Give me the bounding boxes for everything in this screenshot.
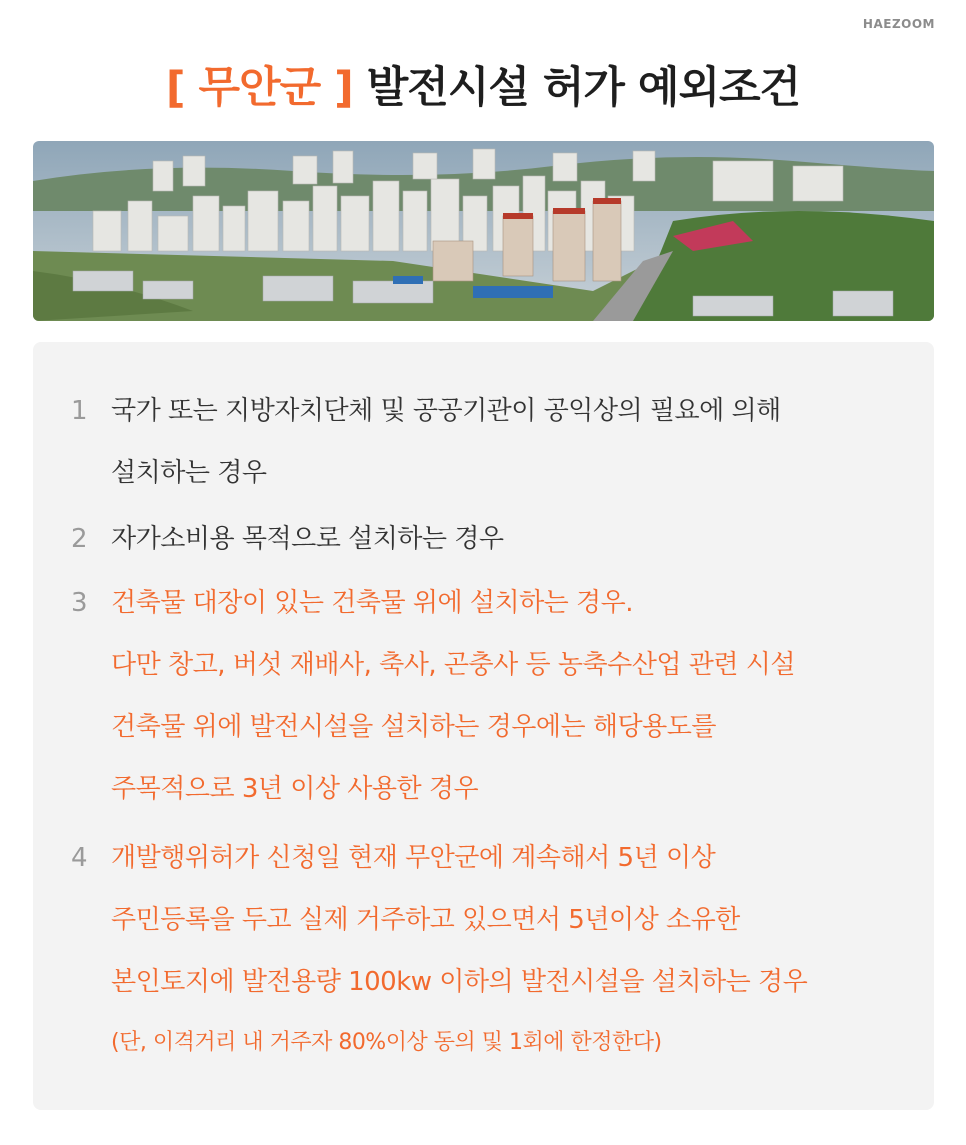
item-number: 2 xyxy=(71,524,88,554)
item-number: 3 xyxy=(71,588,88,618)
title-highlight: [ 무안군 ] xyxy=(165,63,353,113)
item-line: 건축물 대장이 있는 건축물 위에 설치하는 경우. xyxy=(111,588,634,618)
item-number: 4 xyxy=(71,843,88,873)
item-line: 설치하는 경우 xyxy=(111,458,267,488)
brand-logo: HAEZOOM xyxy=(862,17,935,31)
item-line: 자가소비용 목적으로 설치하는 경우 xyxy=(111,524,504,554)
item-line: 국가 또는 지방자치단체 및 공공기관이 공익상의 필요에 의해 xyxy=(111,396,781,426)
city-aerial-photo xyxy=(33,141,934,321)
item-number: 1 xyxy=(71,396,88,426)
title-main: 발전시설 허가 예외조건 xyxy=(366,63,801,113)
page-title xyxy=(0,58,966,118)
conditions-card xyxy=(33,342,934,1110)
item-line: 본인토지에 발전용량 100kw 이하의 발전시설을 설치하는 경우 xyxy=(111,967,808,997)
item-line: 개발행위허가 신청일 현재 무안군에 계속해서 5년 이상 xyxy=(111,843,716,873)
item-line: 다만 창고, 버섯 재배사, 축사, 곤충사 등 농축수산업 관련 시설 xyxy=(111,650,795,680)
item-line: 주목적으로 3년 이상 사용한 경우 xyxy=(111,774,479,804)
item-line: 주민등록을 두고 실제 거주하고 있으면서 5년이상 소유한 xyxy=(111,905,740,935)
item-line: 건축물 위에 발전시설을 설치하는 경우에는 해당용도를 xyxy=(111,712,716,742)
item-note: (단, 이격거리 내 거주자 80%이상 동의 및 1회에 한정한다) xyxy=(111,1030,662,1055)
